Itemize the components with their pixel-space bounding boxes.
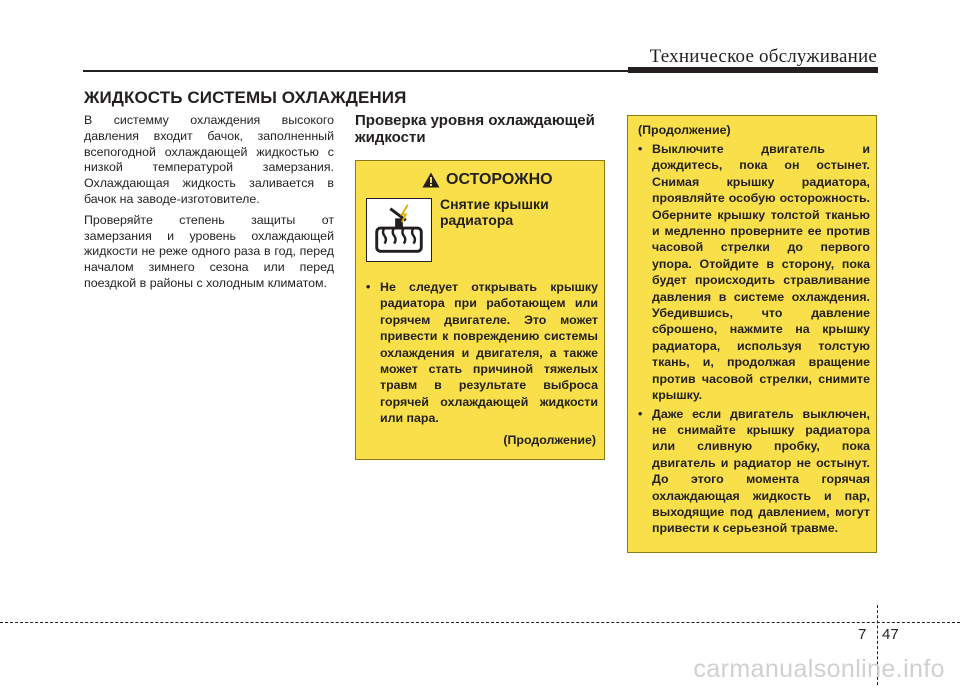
intro-paragraph: В системму охлаждения высокого давления входит бачок, заполненный всепогодной охлаждающей жидкостью с низкой температурой замерзания. Охлаждающая жидкость заливается в бачок на заводе-изготовителе. <box>84 113 334 206</box>
intro-paragraph: Проверяйте степень защиты от замерзания и уровень охлаждающей жидкости не реже одного раза в год, перед началом зимнего сезона или перед поездкой в районы с холодным климатом. <box>84 212 334 290</box>
warning-heading <box>422 171 553 189</box>
header-rule-accent <box>628 67 878 73</box>
continued-list <box>638 141 870 539</box>
radiator-hot-icon <box>366 198 432 262</box>
page-chapter: 7 <box>858 626 867 643</box>
section-title: ЖИДКОСТЬ СИСТЕМЫ ОХЛАЖДЕНИЯ <box>84 88 407 107</box>
list-item: • Не следует открывать крышку радиатора при работающем или горячем двигателе. Это может привести к повреждению системы охлаждения и двигателя, а также может стать причиной тяжелых травм в результате выброса горячей охлаждающей жидкости или пара. <box>366 280 598 426</box>
header-title: Техническое обслуживание <box>649 46 877 67</box>
list-item: • Даже если двигатель выключен, не снимайте крышку радиатора или сливную пробку, пока двигатель и радиатор не остынут. До этого момента горячая охлаждающая жидкость и пар, выходящие под давлением, могут привести к серьезной травме. <box>638 406 870 536</box>
footer-rule <box>0 622 960 623</box>
warning-continued-label: (Продолжение) <box>503 433 596 447</box>
warning-triangle-icon <box>422 172 440 188</box>
intro-column <box>84 113 334 297</box>
continued-heading: (Продолжение) <box>638 123 731 137</box>
continued-box <box>627 115 877 553</box>
warning-list <box>366 279 598 427</box>
watermark: carmanualsonline.info <box>693 655 945 683</box>
warning-box <box>355 160 605 460</box>
coolant-check-title: Проверка уровня охлаждающей жидкости <box>355 112 595 146</box>
warning-subtitle: Снятие крышки радиатора <box>440 196 549 228</box>
list-item: • Выключите двигатель и дождитесь, пока он остынет. Снимая крышку радиатора, проявляйте особую осторожность. Оберните крышку толстой тканью и медленно проверните ее против часовой стрелки до первого упора. Отойдите в сторону, пока будет происходить стравливание давления в системе охлаждения. Убедившись, что давление сброшено, нажмите на крышку радиатора, используя толстую ткань, и, продолжая вращение против часовой стрелки, снимите крышку. <box>638 142 870 403</box>
warning-heading-text: ОСТОРОЖНО <box>446 171 553 188</box>
page-number: 47 <box>882 626 899 643</box>
